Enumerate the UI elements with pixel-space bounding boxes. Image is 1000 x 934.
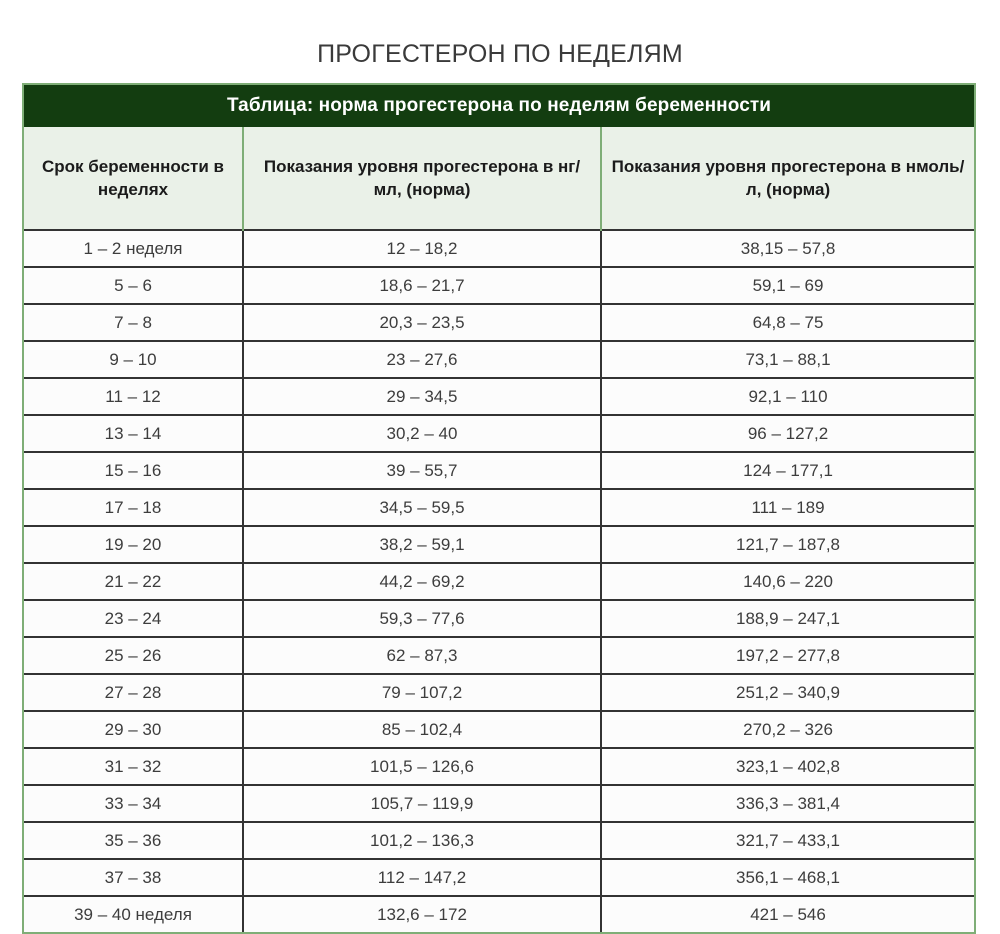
table-row <box>24 563 974 600</box>
cell-nmol-l: 92,1 – 110 <box>601 378 974 415</box>
cell-weeks: 29 – 30 <box>24 711 243 748</box>
cell-nmol-l: 121,7 – 187,8 <box>601 526 974 563</box>
column-header-row <box>24 127 974 230</box>
cell-weeks: 31 – 32 <box>24 748 243 785</box>
table-row <box>24 415 974 452</box>
banner-row <box>24 85 974 127</box>
column-header-ng-ml: Показания уровня прогестерона в нг/мл, (норма) <box>243 127 601 230</box>
table-row <box>24 489 974 526</box>
table-row <box>24 600 974 637</box>
cell-ng-ml: 23 – 27,6 <box>243 341 601 378</box>
table-row <box>24 896 974 932</box>
table-row <box>24 526 974 563</box>
cell-ng-ml: 30,2 – 40 <box>243 415 601 452</box>
progesterone-norms-table <box>22 83 976 934</box>
cell-nmol-l: 188,9 – 247,1 <box>601 600 974 637</box>
table-row <box>24 267 974 304</box>
table-row <box>24 785 974 822</box>
page-title: ПРОГЕСТЕРОН ПО НЕДЕЛЯМ <box>317 39 683 68</box>
cell-ng-ml: 101,2 – 136,3 <box>243 822 601 859</box>
cell-nmol-l: 96 – 127,2 <box>601 415 974 452</box>
cell-weeks: 11 – 12 <box>24 378 243 415</box>
table-row <box>24 674 974 711</box>
table-row <box>24 637 974 674</box>
cell-weeks: 1 – 2 неделя <box>24 230 243 267</box>
cell-nmol-l: 270,2 – 326 <box>601 711 974 748</box>
cell-nmol-l: 124 – 177,1 <box>601 452 974 489</box>
column-header-nmol-l: Показания уровня прогестерона в нмоль/л, (норма) <box>601 127 974 230</box>
cell-nmol-l: 140,6 – 220 <box>601 563 974 600</box>
table <box>24 85 974 932</box>
cell-nmol-l: 251,2 – 340,9 <box>601 674 974 711</box>
cell-ng-ml: 38,2 – 59,1 <box>243 526 601 563</box>
cell-ng-ml: 39 – 55,7 <box>243 452 601 489</box>
cell-nmol-l: 321,7 – 433,1 <box>601 822 974 859</box>
cell-weeks: 17 – 18 <box>24 489 243 526</box>
cell-nmol-l: 323,1 – 402,8 <box>601 748 974 785</box>
cell-nmol-l: 356,1 – 468,1 <box>601 859 974 896</box>
table-row <box>24 452 974 489</box>
cell-ng-ml: 101,5 – 126,6 <box>243 748 601 785</box>
cell-weeks: 15 – 16 <box>24 452 243 489</box>
cell-ng-ml: 29 – 34,5 <box>243 378 601 415</box>
table-row <box>24 304 974 341</box>
cell-weeks: 35 – 36 <box>24 822 243 859</box>
cell-weeks: 9 – 10 <box>24 341 243 378</box>
cell-weeks: 39 – 40 неделя <box>24 896 243 932</box>
cell-nmol-l: 421 – 546 <box>601 896 974 932</box>
cell-weeks: 5 – 6 <box>24 267 243 304</box>
cell-weeks: 37 – 38 <box>24 859 243 896</box>
cell-ng-ml: 85 – 102,4 <box>243 711 601 748</box>
cell-weeks: 21 – 22 <box>24 563 243 600</box>
table-row <box>24 748 974 785</box>
cell-ng-ml: 18,6 – 21,7 <box>243 267 601 304</box>
cell-ng-ml: 34,5 – 59,5 <box>243 489 601 526</box>
table-head <box>24 85 974 230</box>
table-row <box>24 711 974 748</box>
table-row <box>24 859 974 896</box>
cell-ng-ml: 44,2 – 69,2 <box>243 563 601 600</box>
cell-ng-ml: 20,3 – 23,5 <box>243 304 601 341</box>
cell-ng-ml: 105,7 – 119,9 <box>243 785 601 822</box>
table-row <box>24 378 974 415</box>
cell-nmol-l: 64,8 – 75 <box>601 304 974 341</box>
cell-weeks: 19 – 20 <box>24 526 243 563</box>
cell-weeks: 7 – 8 <box>24 304 243 341</box>
cell-nmol-l: 197,2 – 277,8 <box>601 637 974 674</box>
cell-nmol-l: 59,1 – 69 <box>601 267 974 304</box>
cell-nmol-l: 111 – 189 <box>601 489 974 526</box>
cell-nmol-l: 73,1 – 88,1 <box>601 341 974 378</box>
cell-ng-ml: 79 – 107,2 <box>243 674 601 711</box>
cell-weeks: 25 – 26 <box>24 637 243 674</box>
table-row <box>24 822 974 859</box>
cell-weeks: 33 – 34 <box>24 785 243 822</box>
cell-weeks: 13 – 14 <box>24 415 243 452</box>
cell-nmol-l: 336,3 – 381,4 <box>601 785 974 822</box>
cell-ng-ml: 112 – 147,2 <box>243 859 601 896</box>
cell-weeks: 23 – 24 <box>24 600 243 637</box>
table-banner-title: Таблица: норма прогестерона по неделям беременности <box>24 85 974 127</box>
cell-ng-ml: 12 – 18,2 <box>243 230 601 267</box>
table-row <box>24 341 974 378</box>
table-body <box>24 230 974 932</box>
cell-nmol-l: 38,15 – 57,8 <box>601 230 974 267</box>
cell-weeks: 27 – 28 <box>24 674 243 711</box>
cell-ng-ml: 59,3 – 77,6 <box>243 600 601 637</box>
column-header-weeks: Срок беременности в неделях <box>24 127 243 230</box>
cell-ng-ml: 132,6 – 172 <box>243 896 601 932</box>
cell-ng-ml: 62 – 87,3 <box>243 637 601 674</box>
table-row <box>24 230 974 267</box>
